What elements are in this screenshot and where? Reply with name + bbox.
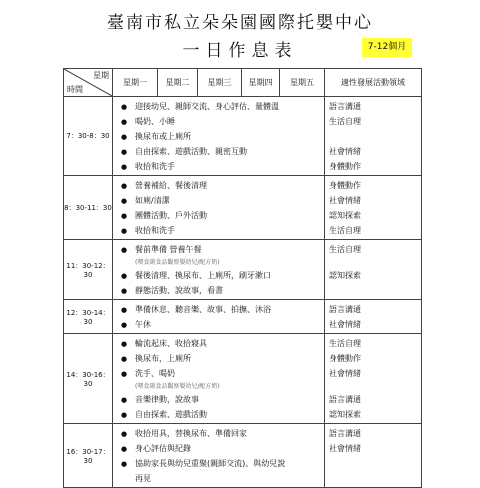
bullet-icon: ● <box>120 321 128 329</box>
bullet-icon: ● <box>120 227 128 235</box>
schedule-row <box>64 97 422 176</box>
schedule-row <box>64 300 422 334</box>
activity-text: 如廁/清潔 <box>135 196 170 205</box>
activity-text: 換尿布或上廁所 <box>135 132 191 141</box>
bullet-icon: ● <box>120 197 128 205</box>
activities-cell <box>113 176 325 240</box>
development-domain: 身體動作 <box>329 181 361 190</box>
development-domain: 社會情緒 <box>329 369 361 378</box>
bullet-icon: ● <box>120 103 128 111</box>
corner-time-label: 時間 <box>67 85 83 94</box>
header-day: 星期一 <box>113 69 158 97</box>
activities-cell <box>113 240 325 300</box>
bullet-icon: ● <box>120 370 128 378</box>
activity-text: 音樂律動，說故事 <box>135 395 199 404</box>
activity-item <box>113 351 324 366</box>
activity-item <box>113 366 324 381</box>
time-slot: 12：30-14：30 <box>64 300 113 334</box>
bullet-icon: ● <box>120 163 128 171</box>
bullet-icon: ● <box>120 148 128 156</box>
bullet-icon: ● <box>120 355 128 363</box>
header-row <box>64 69 422 97</box>
activity-item <box>113 178 324 193</box>
header-day: 星期三 <box>198 69 242 97</box>
development-domain: 語言溝通 <box>329 395 361 404</box>
corner-day-label: 星期 <box>93 71 109 80</box>
activity-item <box>113 223 324 238</box>
activity-item <box>113 302 324 317</box>
domain-cell <box>325 97 422 176</box>
activity-item <box>113 193 324 208</box>
activity-text: 靜態活動、說故事，看書 <box>135 286 223 295</box>
activity-text: 收拾用具，替換尿布、準備回家 <box>135 429 247 438</box>
time-slot: 7：30-8：30 <box>64 97 113 176</box>
activity-text: 團體活動、戶外活動 <box>135 211 207 220</box>
activities-cell <box>113 334 325 424</box>
header-day: 星期二 <box>158 69 198 97</box>
activities-cell <box>113 97 325 176</box>
domain-cell <box>325 424 422 488</box>
domain-cell <box>325 334 422 424</box>
activity-text: 準備休息、聽音樂、故事、拍撫、沐浴 <box>135 305 271 314</box>
schedule-row <box>64 176 422 240</box>
activity-text: 餐後清理、換尿布、上廁所，刷牙漱口 <box>135 271 271 280</box>
development-domain: 語言溝通 <box>329 102 361 111</box>
development-domain: 社會情緒 <box>329 147 361 156</box>
bullet-icon: ● <box>120 246 128 254</box>
bullet-icon: ● <box>120 445 128 453</box>
activity-item <box>113 441 324 456</box>
activities-cell <box>113 300 325 334</box>
page-title: 臺南市私立朵朵園國際托嬰中心 <box>107 13 373 33</box>
bullet-icon: ● <box>120 411 128 419</box>
activity-text: 收拾和洗手 <box>135 226 175 235</box>
activity-text: 輪流起床、收拾寢具 <box>135 339 207 348</box>
activity-item <box>113 114 324 129</box>
bullet-icon: ● <box>120 460 128 468</box>
time-slot: 8：30-11：30 <box>64 176 113 240</box>
activity-text: 餐前準備 營養午餐 <box>135 245 202 254</box>
activity-item <box>113 99 324 114</box>
header-day: 星期五 <box>280 69 325 97</box>
development-domain <box>329 283 421 298</box>
activity-item <box>113 392 324 407</box>
activity-text: 迎接幼兒、親師交流、身心評估、量體溫 <box>135 102 279 111</box>
activity-text: 收拾和洗手 <box>135 162 175 171</box>
activity-text: 洗手、喝奶 <box>135 369 175 378</box>
activity-item <box>113 336 324 351</box>
activity-item <box>113 159 324 174</box>
activity-text: 換尿布，上廁所 <box>135 354 191 363</box>
development-domain: 社會情緒 <box>329 320 361 329</box>
development-domain: 生活自理 <box>329 117 361 126</box>
bullet-icon: ● <box>120 133 128 141</box>
header-day: 星期四 <box>242 69 280 97</box>
activity-continuation <box>113 471 324 486</box>
bullet-icon: ● <box>120 306 128 314</box>
activity-text: 協助家長與幼兒重聚(親師交流)、與幼兒說 <box>135 459 286 468</box>
development-domain: 生活自理 <box>329 245 361 254</box>
activity-item <box>113 426 324 441</box>
schedule-row <box>64 334 422 424</box>
activity-text: 身心評估與紀錄 <box>135 444 191 453</box>
bullet-icon: ● <box>120 396 128 404</box>
time-slot: 11：30-12：30 <box>64 240 113 300</box>
activity-item <box>113 407 324 422</box>
activity-text: 午休 <box>135 320 151 329</box>
development-domain: 認知探索 <box>329 271 361 280</box>
continuation-text: 再見 <box>135 474 151 483</box>
domain-cell <box>325 300 422 334</box>
development-domain: 身體動作 <box>329 354 361 363</box>
bullet-icon: ● <box>120 340 128 348</box>
bullet-icon: ● <box>120 272 128 280</box>
domain-cell <box>325 176 422 240</box>
development-domain: 認知探索 <box>329 410 361 419</box>
development-domain: 身體動作 <box>329 162 361 171</box>
schedule-row <box>64 424 422 488</box>
development-domain: 認知探索 <box>329 211 361 220</box>
development-domain: 生活自理 <box>329 226 361 235</box>
development-domain: 生活自理 <box>329 339 361 348</box>
header-domain: 適性發展活動領域 <box>325 69 422 97</box>
development-domain: 語言溝通 <box>329 429 361 438</box>
schedule-row <box>64 240 422 300</box>
bullet-icon: ● <box>120 182 128 190</box>
development-domain: 語言溝通 <box>329 305 361 314</box>
bullet-icon: ● <box>120 118 128 126</box>
activity-item <box>113 317 324 332</box>
domain-cell <box>325 240 422 300</box>
activity-item <box>113 268 324 283</box>
development-domain <box>329 129 421 144</box>
activity-item <box>113 144 324 159</box>
time-slot: 16：30-17：30 <box>64 424 113 488</box>
activity-note: (喂食副食品觀察嬰幼兒/配方奶) <box>135 259 220 266</box>
activity-text: 自由探索、遊戲活動、親密互動 <box>135 147 247 156</box>
schedule-table <box>63 68 422 488</box>
activity-text: 喝奶、小睡 <box>135 117 175 126</box>
activity-item <box>113 208 324 223</box>
header-corner-cell <box>64 69 113 97</box>
development-domain: 社會情緒 <box>329 444 361 453</box>
activity-text: 自由探索、遊戲活動 <box>135 410 207 419</box>
activity-note: (喂食副食品觀察嬰幼兒/配方奶) <box>135 383 220 390</box>
bullet-icon: ● <box>120 430 128 438</box>
activity-item <box>113 242 324 257</box>
development-domain <box>329 456 421 471</box>
activity-item <box>113 129 324 144</box>
bullet-icon: ● <box>120 287 128 295</box>
development-domain: 社會情緒 <box>329 196 361 205</box>
page-subtitle: 一日作息表 <box>182 41 298 61</box>
time-slot: 14：30-16：30 <box>64 334 113 424</box>
bullet-icon: ● <box>120 212 128 220</box>
activity-text: 營養補給、餐後清理 <box>135 181 207 190</box>
activity-item <box>113 456 324 471</box>
age-badge: 7-12個月 <box>362 38 412 57</box>
activity-item <box>113 283 324 298</box>
activities-cell <box>113 424 325 488</box>
